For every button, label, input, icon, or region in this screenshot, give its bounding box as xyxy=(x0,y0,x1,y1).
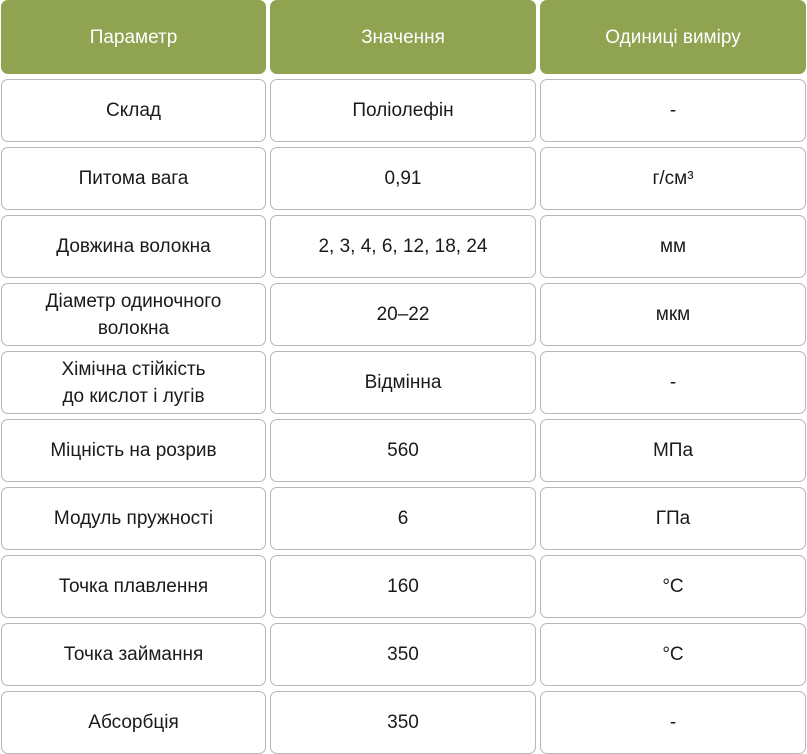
unit-cell: - xyxy=(540,79,806,142)
param-cell: Діаметр одиночного волокна xyxy=(1,283,266,346)
unit-cell: мм xyxy=(540,215,806,278)
param-cell: Точка плавлення xyxy=(1,555,266,618)
header-param: Параметр xyxy=(1,0,266,74)
value-cell: 350 xyxy=(270,691,536,754)
value-cell: 2, 3, 4, 6, 12, 18, 24 xyxy=(270,215,536,278)
table-row xyxy=(0,215,807,278)
table-row xyxy=(0,555,807,618)
unit-cell: мкм xyxy=(540,283,806,346)
table-row xyxy=(0,623,807,686)
param-cell: Хімічна стійкість до кислот і лугів xyxy=(1,351,266,414)
value-cell: 160 xyxy=(270,555,536,618)
unit-cell: °C xyxy=(540,623,806,686)
param-cell: Питома вага xyxy=(1,147,266,210)
value-cell: Поліолефін xyxy=(270,79,536,142)
table-row xyxy=(0,147,807,210)
param-cell: Абсорбція xyxy=(1,691,266,754)
value-cell: 20–22 xyxy=(270,283,536,346)
param-cell: Точка займання xyxy=(1,623,266,686)
param-cell: Склад xyxy=(1,79,266,142)
param-cell: Довжина волокна xyxy=(1,215,266,278)
table-row xyxy=(0,487,807,550)
param-cell: Міцність на розрив xyxy=(1,419,266,482)
header-row xyxy=(0,0,807,74)
unit-cell: ГПа xyxy=(540,487,806,550)
value-cell: 560 xyxy=(270,419,536,482)
header-value: Значення xyxy=(270,0,536,74)
table-row xyxy=(0,283,807,346)
value-cell: 350 xyxy=(270,623,536,686)
table-row xyxy=(0,691,807,754)
table-row xyxy=(0,79,807,142)
unit-cell: - xyxy=(540,351,806,414)
unit-cell: - xyxy=(540,691,806,754)
value-cell: Відмінна xyxy=(270,351,536,414)
value-cell: 0,91 xyxy=(270,147,536,210)
table-row xyxy=(0,419,807,482)
header-unit: Одиниці виміру xyxy=(540,0,806,74)
unit-cell: МПа xyxy=(540,419,806,482)
value-cell: 6 xyxy=(270,487,536,550)
unit-cell: °C xyxy=(540,555,806,618)
param-cell: Модуль пружності xyxy=(1,487,266,550)
table-row xyxy=(0,351,807,414)
unit-cell: г/см³ xyxy=(540,147,806,210)
